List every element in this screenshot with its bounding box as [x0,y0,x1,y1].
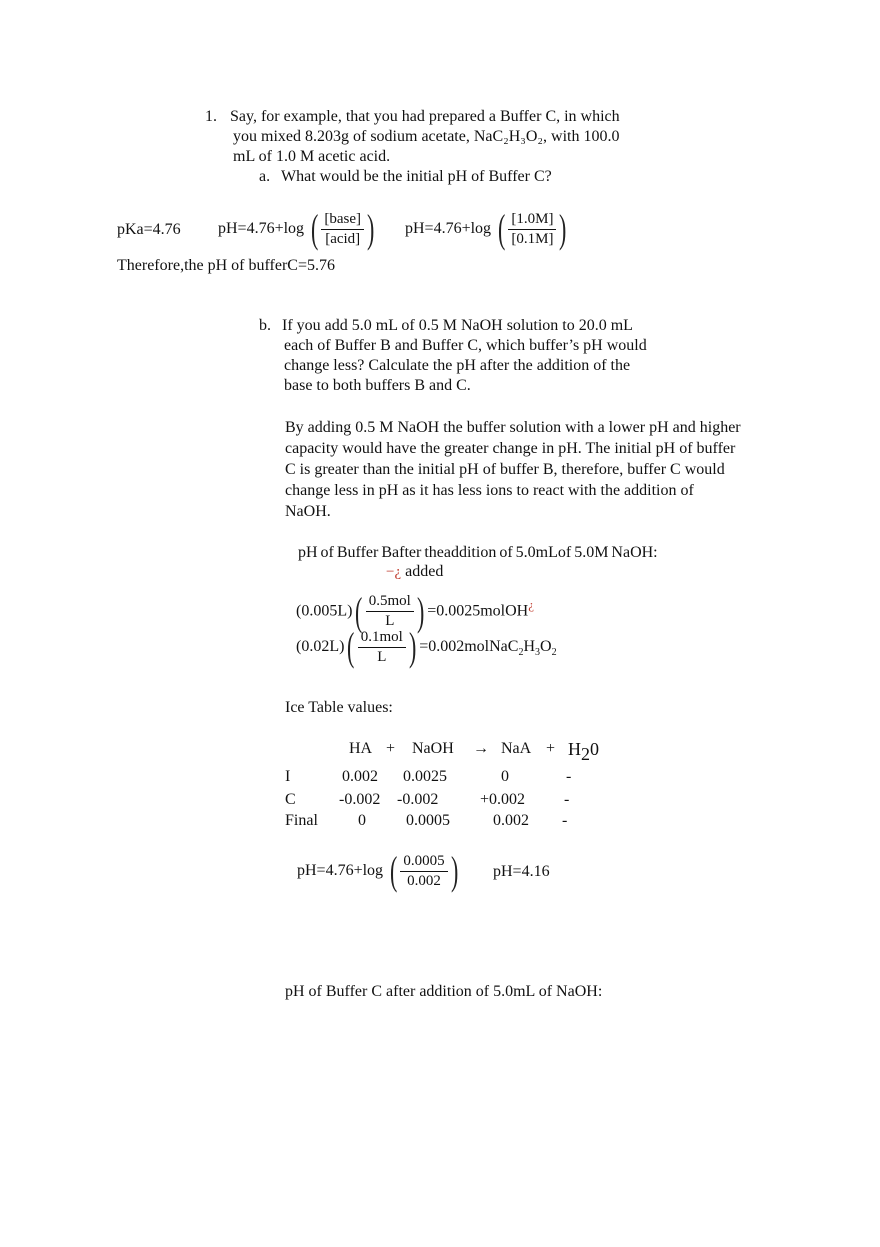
moles-result: =0.0025molOH [427,602,529,620]
part-b-line-1: If you add 5.0 mL of 0.5 M NaOH solution to 20.0 mL [282,317,633,334]
cell-naoh: -0.002 [397,791,439,808]
calc-heading: pH of Buffer Bafter theaddition of 5.0mLof 5.0M NaOH: [298,544,658,561]
cell-naoh: 0.0025 [403,768,447,785]
right-paren: ) [367,206,375,252]
header-ha: HA [349,740,373,757]
header-water [568,738,599,765]
ice-title: Ice Table values: [285,699,393,716]
right-paren: ) [408,624,417,670]
answer-line-2: capacity would have the greater change in pH. The initial pH of buffer [285,440,736,457]
cell-ha: 0 [358,812,366,829]
fraction-numerator: 0.0005 [400,852,447,872]
ph-prefix: pH=4.76+log [218,220,305,237]
buffer-c-heading: pH of Buffer C after addition of 5.0mL of NaOH: [285,983,603,1000]
added-text: added [405,563,444,580]
fraction-denominator: L [385,613,395,630]
right-paren: ) [450,848,458,894]
left-paren: ( [355,588,363,634]
question-line-3: mL of 1.0 M acetic acid. [233,148,391,165]
cell-ha: -0.002 [339,791,381,808]
concentration-fraction [508,210,556,249]
pka-value: pKa=4.76 [117,221,181,238]
header-naoh: NaOH [412,740,454,757]
fraction-denominator: [acid] [325,230,361,247]
water-o: 0 [590,739,599,759]
answer-line-1: By adding 0.5 M NaOH the buffer solution with a lower pH and higher [285,419,741,436]
ph-equation-1 [218,204,377,254]
fraction-numerator: [base] [321,210,364,230]
fraction-denominator: 0.002 [407,872,441,889]
conclusion-a: Therefore,the pH of bufferC=5.76 [117,257,335,274]
left-paren: ( [311,206,319,252]
question-line-1: Say, for example, that you had prepared a Buffer C, in which [230,108,620,125]
volume: (0.02L) [296,638,345,655]
header-plus: + [386,740,396,757]
right-paren: ) [416,588,425,634]
answer-line-3: C is greater than the initial pH of buffer B, therefore, buffer C would [285,461,725,478]
question-number: 1. [205,108,217,125]
fraction-numerator: 0.1mol [358,628,406,648]
header-naa: NaA [501,740,532,757]
ph-result-equation [297,847,461,895]
calc-row-2 [296,625,557,675]
fraction-denominator: L [377,648,387,665]
ratio-fraction [400,852,447,891]
fraction-denominator: [0.1M] [511,230,554,247]
cell-ha: 0.002 [342,768,378,785]
cell-h2o: - [562,812,568,829]
header-arrow: → [473,740,489,757]
ph-result-value: pH=4.16 [493,863,550,880]
row-label: Final [285,812,318,829]
cell-naa: 0.002 [493,812,529,829]
fraction-numerator: 0.5mol [366,592,414,612]
part-b-line-4: base to both buffers B and C. [284,377,471,394]
ph-prefix: pH=4.76+log [297,862,384,879]
right-paren: ) [559,206,567,252]
answer-line-5: NaOH. [285,503,331,520]
added-annotation [386,562,443,582]
part-a-label: a. [259,168,271,185]
fraction-numerator: [1.0M] [508,210,556,230]
left-paren: ( [347,624,355,670]
formula-part: O [540,638,552,655]
cell-h2o: - [566,768,572,785]
subscript: 2 [551,647,557,659]
part-a-question: What would be the initial pH of Buffer C? [281,168,552,185]
part-b-label: b. [259,317,271,334]
formula-part: H [523,638,535,655]
row-label: C [285,791,296,808]
error-mark: −¿ [386,564,402,580]
answer-line-4: change less in pH as it has less ions to react with the addition of [285,482,694,499]
subscript: 3 [535,647,540,659]
left-paren: ( [390,848,398,894]
water-h: H [568,739,581,759]
cell-naoh: 0.0005 [406,812,450,829]
part-b-line-3: change less? Calculate the pH after the addition of the [284,357,631,374]
ph-prefix: pH=4.76+log [405,220,492,237]
header-plus: + [546,740,556,757]
left-paren: ( [498,206,506,252]
subscript: 2 [518,647,524,659]
cell-h2o: - [564,791,570,808]
molarity-fraction [358,628,406,667]
part-b-line-2: each of Buffer B and Buffer C, which buffer’s pH would [284,337,647,354]
ph-equation-2 [405,204,570,254]
cell-naa: +0.002 [480,791,526,808]
water-sub: 2 [581,744,590,764]
error-mark: ¿ [528,597,534,612]
row-label: I [285,768,291,785]
question-line-2: you mixed 8.203g of sodium acetate, NaC₂H₃O₂, with 100.0 [233,128,620,145]
moles-result: =0.002molNaC [419,638,519,655]
cell-naa: 0 [501,768,509,785]
base-acid-fraction [321,210,364,249]
volume: (0.005L) [296,602,353,620]
